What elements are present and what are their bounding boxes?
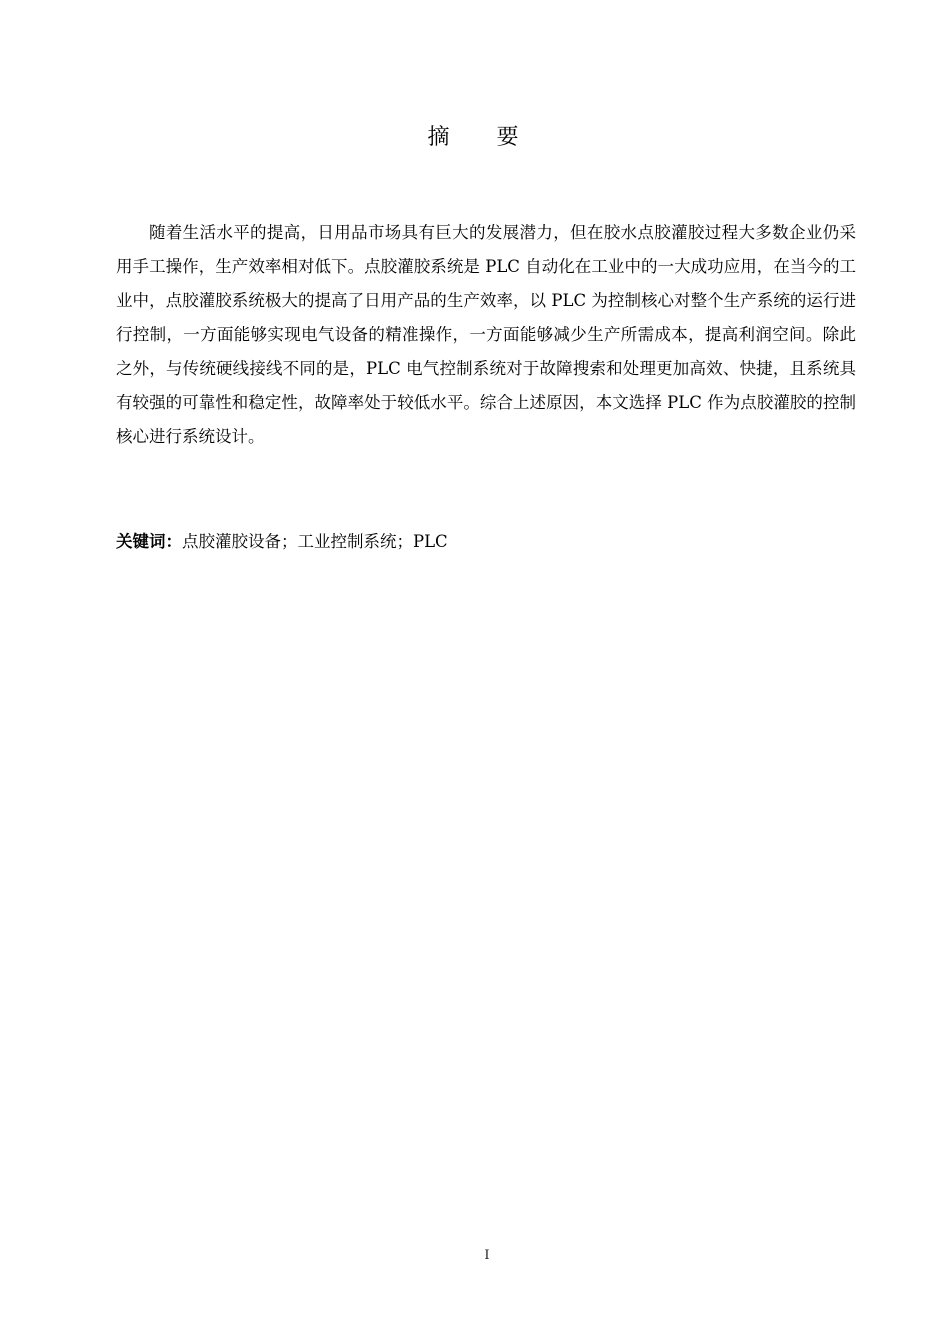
abstract-title: 摘 要 [427, 125, 539, 150]
keywords-text: 点胶灌胶设备；工业控制系统；PLC [182, 532, 448, 551]
page-number: I [484, 1248, 490, 1263]
abstract-paragraph: 随着生活水平的提高，日用品市场具有巨大的发展潜力，但在胶水点胶灌胶过程大多数企业仍采用手工操作，生产效率相对低下。点胶灌胶系统是 PLC 自动化在工业中的一大成功应用，在当今的工业中，点胶灌胶系统极大的提高了日用产品的生产效率，以 PLC 为控制核心对整个生产系统的运行进行控制，一方面能够实现电气设备的精准操作，一方面能够减少生产所需成本，提高利润空间。除此之外，与传统硬线接线不同的是，PLC 电气控制系统对于故障搜索和处理更加高效、快捷，且系统具有较强的可靠性和稳定性，故障率处于较低水平。综合上述原因，本文选择 PLC 作为点胶灌胶的控制核心进行系统设计。 [116, 223, 856, 446]
keywords-line [116, 525, 856, 559]
keywords-label: 关键词： [116, 532, 182, 551]
